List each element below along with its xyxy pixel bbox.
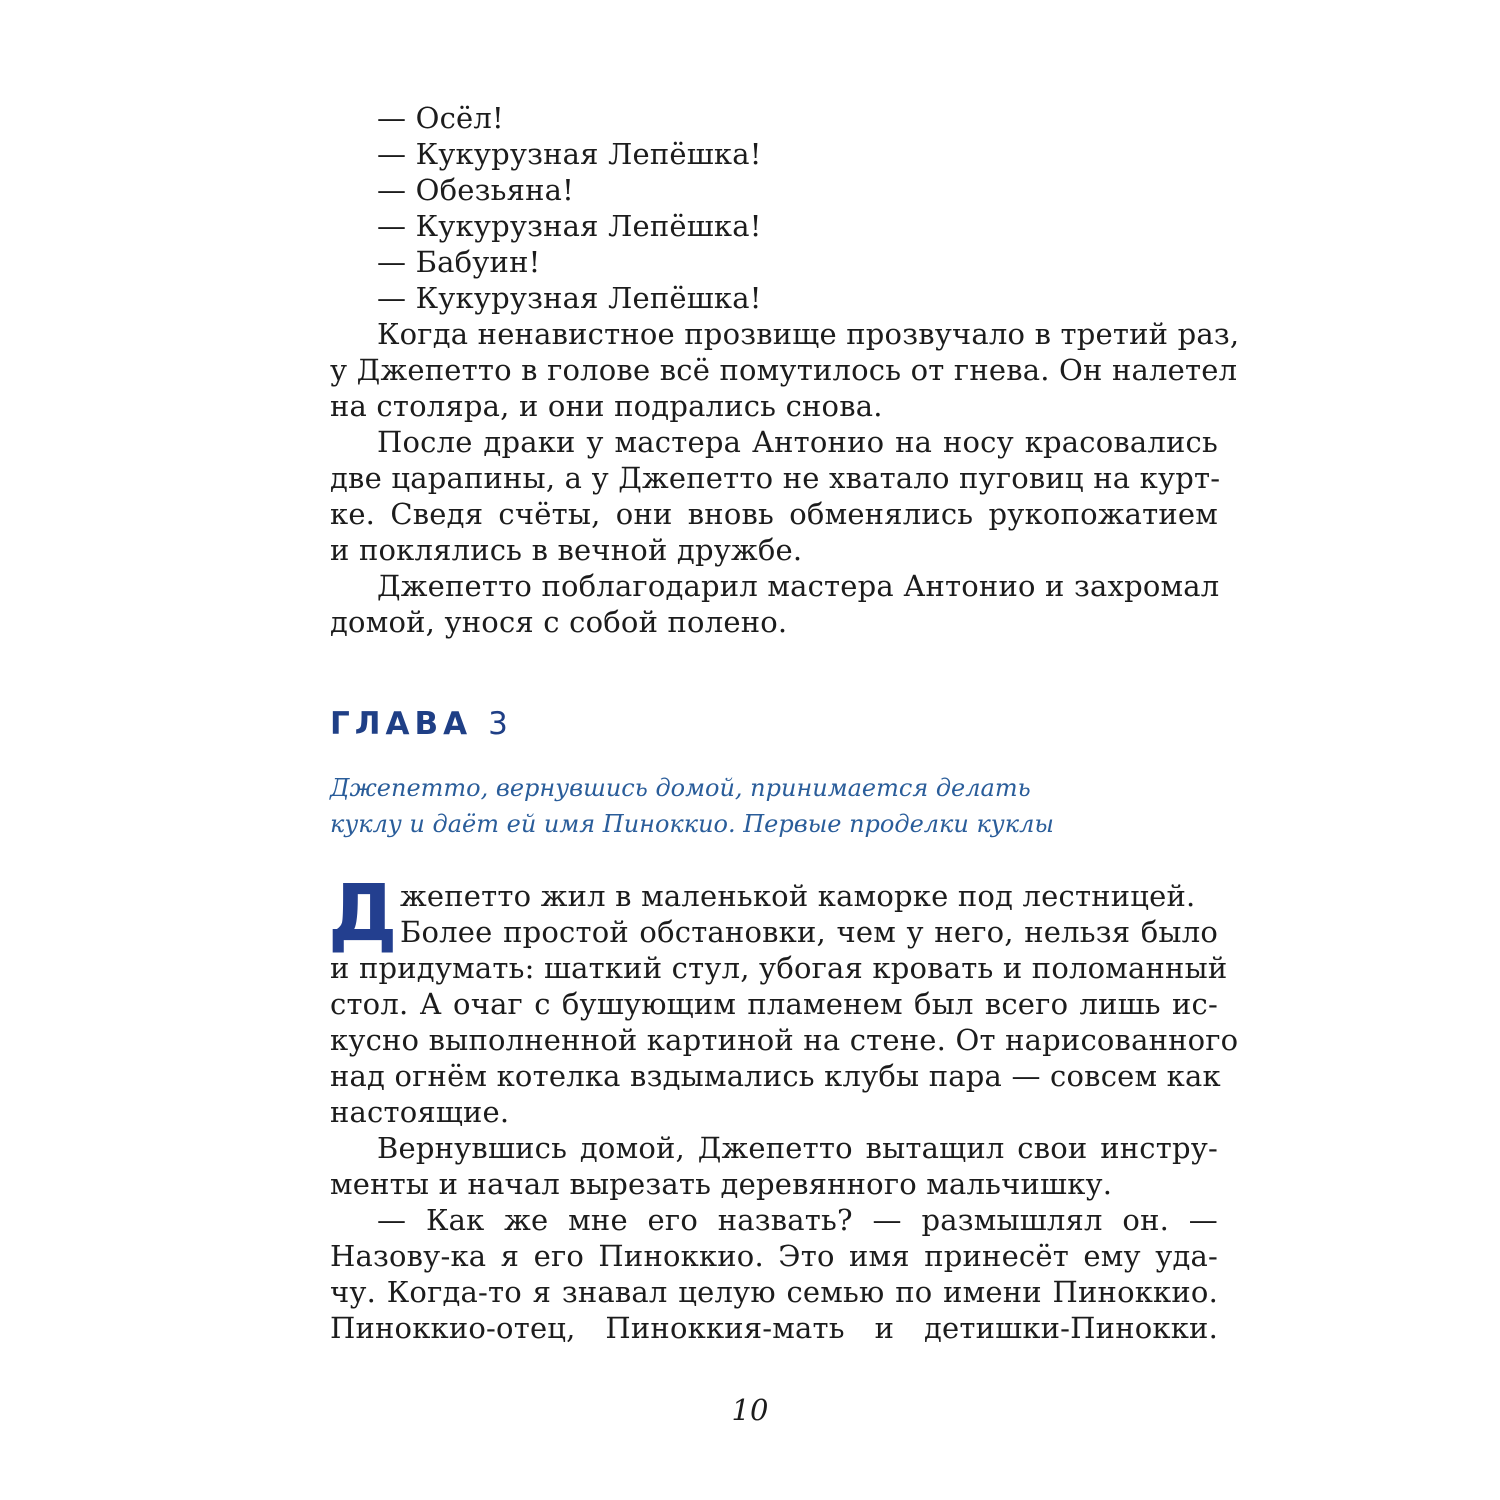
text-line: Назову-ка я его Пиноккио. Это имя принесёт ему уда-: [330, 1239, 1218, 1273]
text-line: Когда ненавистное прозвище прозвучало в третий раз,: [377, 317, 1240, 351]
paragraph: [330, 568, 1218, 640]
dialogue-block: [330, 100, 1218, 316]
paragraph: [330, 1202, 1218, 1346]
text-line: и поклялись в вечной дружбе.: [330, 533, 803, 567]
text-line: домой, унося с собой полено.: [330, 605, 788, 639]
text-line: две царапины, а у Джепетто не хватало пуговиц на курт-: [330, 461, 1221, 495]
dialogue-line: — Кукурузная Лепёшка!: [377, 209, 762, 243]
section-spacer: [330, 640, 1218, 702]
dialogue-line: — Осёл!: [377, 101, 504, 135]
text-line: Пиноккио-отец, Пиноккия-мать и детишки-Пинокки.: [330, 1311, 1218, 1345]
paragraph: [330, 316, 1240, 424]
paragraph: [330, 1130, 1218, 1202]
text-line: Джепетто поблагодарил мастера Антонио и захромал: [377, 569, 1220, 603]
subtitle-line: Джепетто, вернувшись домой, принимается делать: [330, 774, 1031, 802]
text-line: стол. А очаг с бушующим пламенем был всего лишь ис-: [330, 987, 1218, 1021]
dialogue-line: — Бабуин!: [377, 245, 541, 279]
text-line: ке. Сведя счёты, они вновь обменялись рукопожатием: [330, 497, 1218, 531]
text-line: Более простой обстановки, чем у него, нельзя было: [400, 915, 1218, 949]
text-line: — Как же мне его назвать? — размышлял он. —: [377, 1203, 1218, 1237]
page-number: 10: [731, 1393, 769, 1427]
text-line: Вернувшись домой, Джепетто вытащил свои инстру-: [377, 1131, 1218, 1165]
chapter-number: 3: [488, 706, 508, 742]
text-line: и придумать: шаткий стул, убогая кровать и поломанный: [330, 951, 1228, 985]
dialogue-line: — Обезьяна!: [377, 173, 574, 207]
chapter-label: ГЛАВА: [330, 706, 473, 742]
dialogue-line: — Кукурузная Лепёшка!: [377, 137, 762, 171]
text-line: менты и начал вырезать деревянного мальчишку.: [330, 1167, 1113, 1201]
text-line: кусно выполненной картиной на стене. От нарисованного: [330, 1023, 1239, 1057]
subtitle-line: куклу и даёт ей имя Пиноккио. Первые проделки куклы: [330, 810, 1054, 838]
dialogue-line: — Кукурузная Лепёшка!: [377, 281, 762, 315]
text-line: на столяра, и они подрались снова.: [330, 389, 883, 423]
drop-cap: Д: [328, 869, 398, 959]
text-line: После драки у мастера Антонио на носу красовались: [377, 425, 1218, 459]
paragraph: [330, 424, 1221, 568]
text-line: чу. Когда-то я знавал целую семью по имени Пиноккио.: [330, 1275, 1218, 1309]
paragraph-with-dropcap: [328, 869, 1239, 1130]
book-page: [328, 100, 1240, 1346]
text-line: настоящие.: [330, 1095, 510, 1129]
text-line: жепетто жил в маленькой каморке под лестницей.: [400, 879, 1196, 913]
text-line: над огнём котелка вздымались клубы пара — совсем как: [330, 1059, 1221, 1093]
chapter-heading: [330, 702, 1218, 746]
chapter-subtitle: [330, 770, 1218, 842]
text-line: у Джепетто в голове всё помутилось от гнева. Он налетел: [330, 353, 1238, 387]
